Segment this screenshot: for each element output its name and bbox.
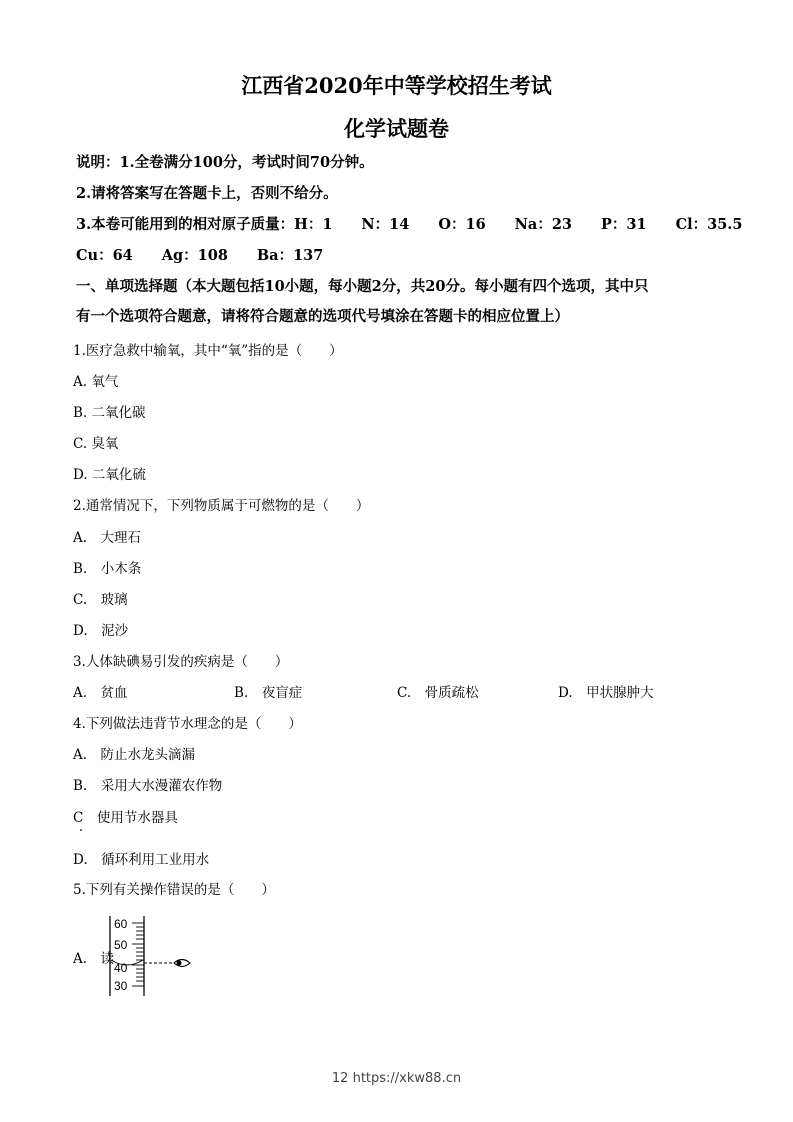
graduated-cylinder-figure [108, 912, 198, 1000]
question-1-option-c: C. 臭氧 [73, 436, 119, 452]
question-3-option-a: A. 贫血 [73, 685, 128, 701]
question-4-option-b: B. 采用大水漫灌农作物 [73, 778, 223, 794]
question-1-option-b: B. 二氧化碳 [73, 405, 146, 421]
stray-dot [80, 829, 82, 831]
cylinder-scale-labels [114, 917, 128, 993]
page-title: 江西省2020年中等学校招生考试 [241, 73, 552, 98]
question-2-option-a: A. 大理石 [73, 530, 142, 546]
tick-label-60: 60 [114, 917, 128, 931]
eye-icon [174, 960, 190, 967]
instruction-line-3: 3.本卷可能用到的相对原子质量：H：1 N：14 O：16 Na：23 P：31 Cl：35.5 [76, 216, 743, 233]
page-footer: 12 https://xkw88.cn [331, 1071, 462, 1086]
question-5-option-a: A. 读 [73, 951, 115, 967]
question-2-option-b: B. 小木条 [73, 561, 142, 577]
question-3-option-c: C. 骨质疏松 [397, 685, 479, 701]
question-5-stem: 5.下列有关操作错误的是（ ） [73, 882, 275, 898]
instruction-line-4: Cu：64 Ag：108 Ba：137 [76, 247, 324, 264]
section-heading-line-2: 有一个选项符合题意，请将符合题意的选项代号填涂在答题卡的相应位置上） [76, 308, 569, 325]
question-3-option-d: D. 甲状腺肿大 [558, 685, 654, 701]
question-4-option-c: C 使用节水器具 [73, 810, 178, 826]
cylinder-scale-ticks [132, 923, 144, 986]
tick-label-30: 30 [114, 979, 128, 993]
question-1-option-d: D. 二氧化硫 [73, 467, 146, 483]
tick-label-40: 40 [114, 961, 128, 975]
question-3-option-b: B. 夜盲症 [234, 685, 303, 701]
question-4-option-a: A. 防止水龙头滴漏 [73, 747, 196, 763]
question-1-option-a: A. 氧气 [73, 374, 119, 390]
question-4-stem: 4.下列做法违背节水理念的是（ ） [73, 716, 302, 732]
question-1-stem: 1.医疗急救中输氧，其中“氧”指的是（ ） [73, 343, 343, 359]
instruction-line-1: 说明：1.全卷满分100分，考试时间70分钟。 [76, 154, 374, 171]
instruction-line-2: 2.请将答案写在答题卡上，否则不给分。 [76, 185, 338, 202]
question-4-option-d: D. 循环利用工业用水 [73, 852, 210, 868]
question-3-stem: 3.人体缺碘易引发的疾病是（ ） [73, 654, 289, 670]
section-heading-line-1: 一、单项选择题（本大题包括10小题，每小题2分，共20分。每小题有四个选项，其中只 [76, 278, 649, 295]
question-2-option-d: D. 泥沙 [73, 623, 129, 639]
question-2-stem: 2.通常情况下，下列物质属于可燃物的是（ ） [73, 498, 370, 514]
question-2-option-c: C. 玻璃 [73, 592, 128, 608]
tick-label-50: 50 [114, 938, 128, 952]
page-subtitle: 化学试题卷 [344, 116, 449, 141]
